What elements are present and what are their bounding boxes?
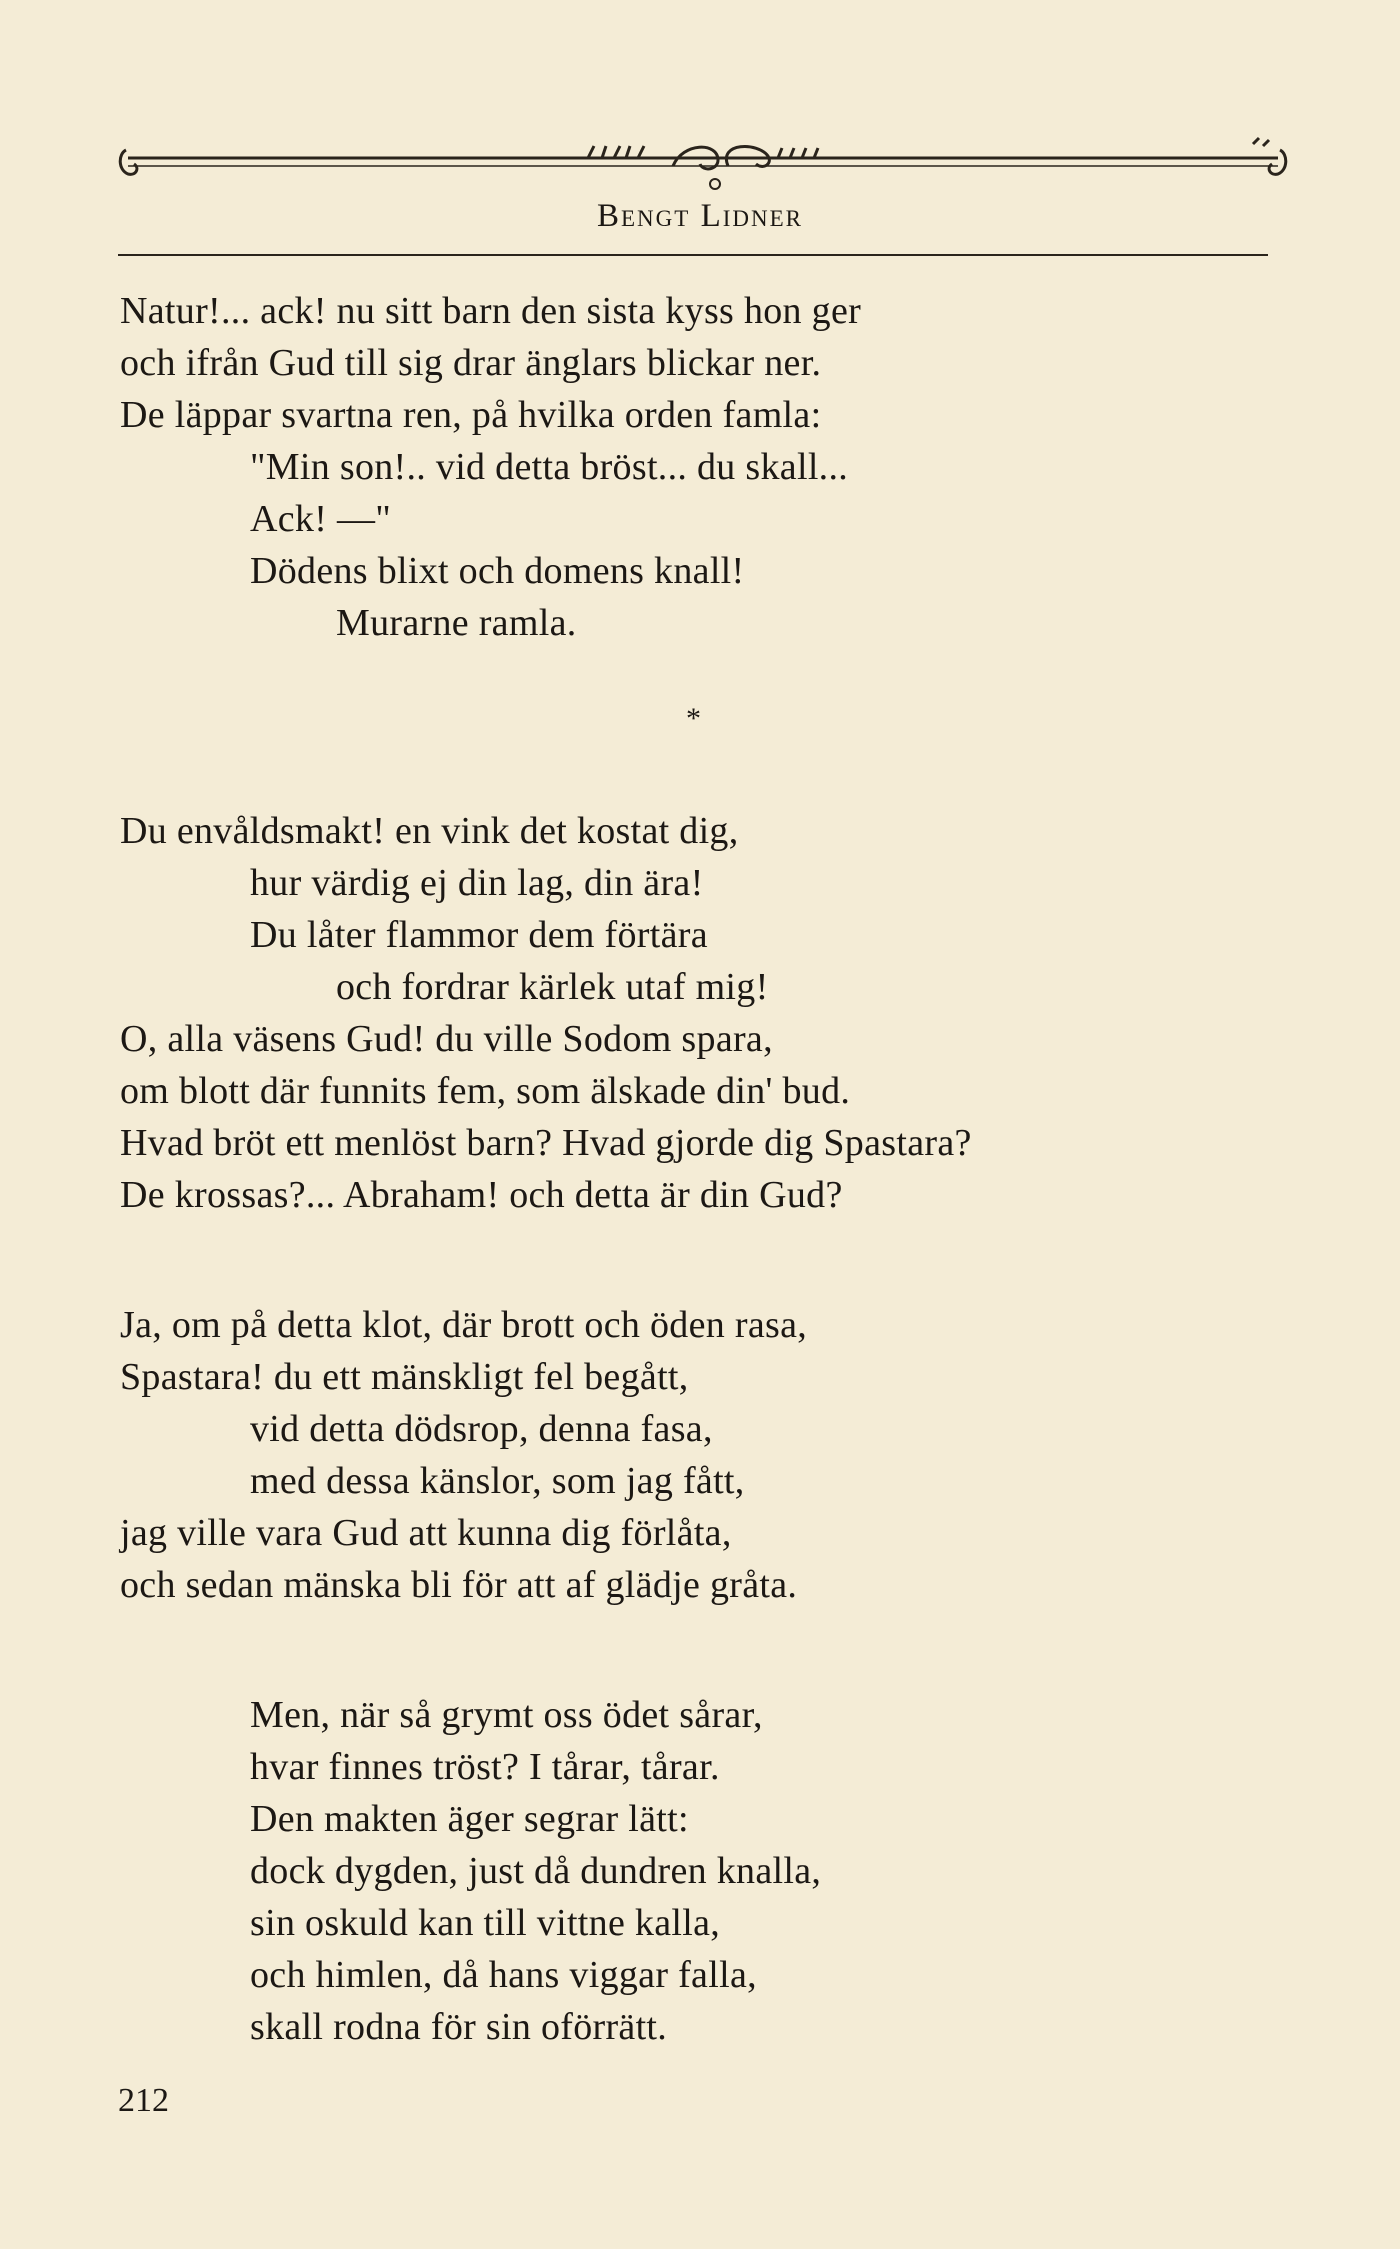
poem-line: skall rodna för sin oförrätt. [250, 2006, 668, 2048]
poem-line: Murarne ramla. [336, 602, 577, 644]
poem-line: Ja, om på detta klot, där brott och öden rasa, [120, 1304, 808, 1346]
poem-line: sin oskuld kan till vittne kalla, [250, 1902, 721, 1944]
poem-line: hur värdig ej din lag, din ära! [250, 862, 704, 904]
section-divider: * [686, 702, 701, 735]
poem-line: dock dygden, just då dundren knalla, [250, 1850, 822, 1892]
header-rule [118, 254, 1268, 256]
poem-line: O, alla väsens Gud! du ville Sodom spara, [120, 1018, 773, 1060]
poem-line: och fordrar kärlek utaf mig! [336, 966, 769, 1008]
running-head: Bengt Lidner [596, 198, 803, 234]
poem-line: Spastara! du ett mänskligt fel begått, [120, 1356, 689, 1398]
poem-line: Den makten äger segrar lätt: [250, 1798, 689, 1840]
page-number: 212 [118, 2082, 169, 2119]
poem-line: och ifrån Gud till sig drar änglars blickar ner. [120, 342, 822, 384]
poem-line: Du låter flammor dem förtära [250, 914, 708, 956]
poem-line: De läppar svartna ren, på hvilka orden famla: [120, 394, 822, 436]
poem-line: och himlen, då hans viggar falla, [250, 1954, 757, 1996]
poem-line: "Min son!.. vid detta bröst... du skall... [250, 446, 849, 488]
poem-line: Dödens blixt och domens knall! [250, 550, 745, 592]
poem-line: Ack! —" [250, 498, 392, 540]
poem-line: De krossas?... Abraham! och detta är din Gud? [120, 1174, 843, 1216]
poem-line: Natur!... ack! nu sitt barn den sista kyss hon ger [120, 290, 862, 332]
poem-line: vid detta dödsrop, denna fasa, [250, 1408, 713, 1450]
poem-line: jag ville vara Gud att kunna dig förlåta, [120, 1512, 732, 1554]
poem-line: hvar finnes tröst? I tårar, tårar. [250, 1746, 720, 1788]
poem-line: Du envåldsmakt! en vink det kostat dig, [120, 810, 739, 852]
poem-line: med dessa känslor, som jag fått, [250, 1460, 745, 1502]
poem-line: om blott där funnits fem, som älskade din' bud. [120, 1070, 851, 1112]
poem-line: Hvad bröt ett menlöst barn? Hvad gjorde dig Spastara? [120, 1122, 972, 1164]
poem-line: Men, när så grymt oss ödet sårar, [250, 1694, 763, 1736]
poem-line: och sedan mänska bli för att af glädje gråta. [120, 1564, 798, 1606]
